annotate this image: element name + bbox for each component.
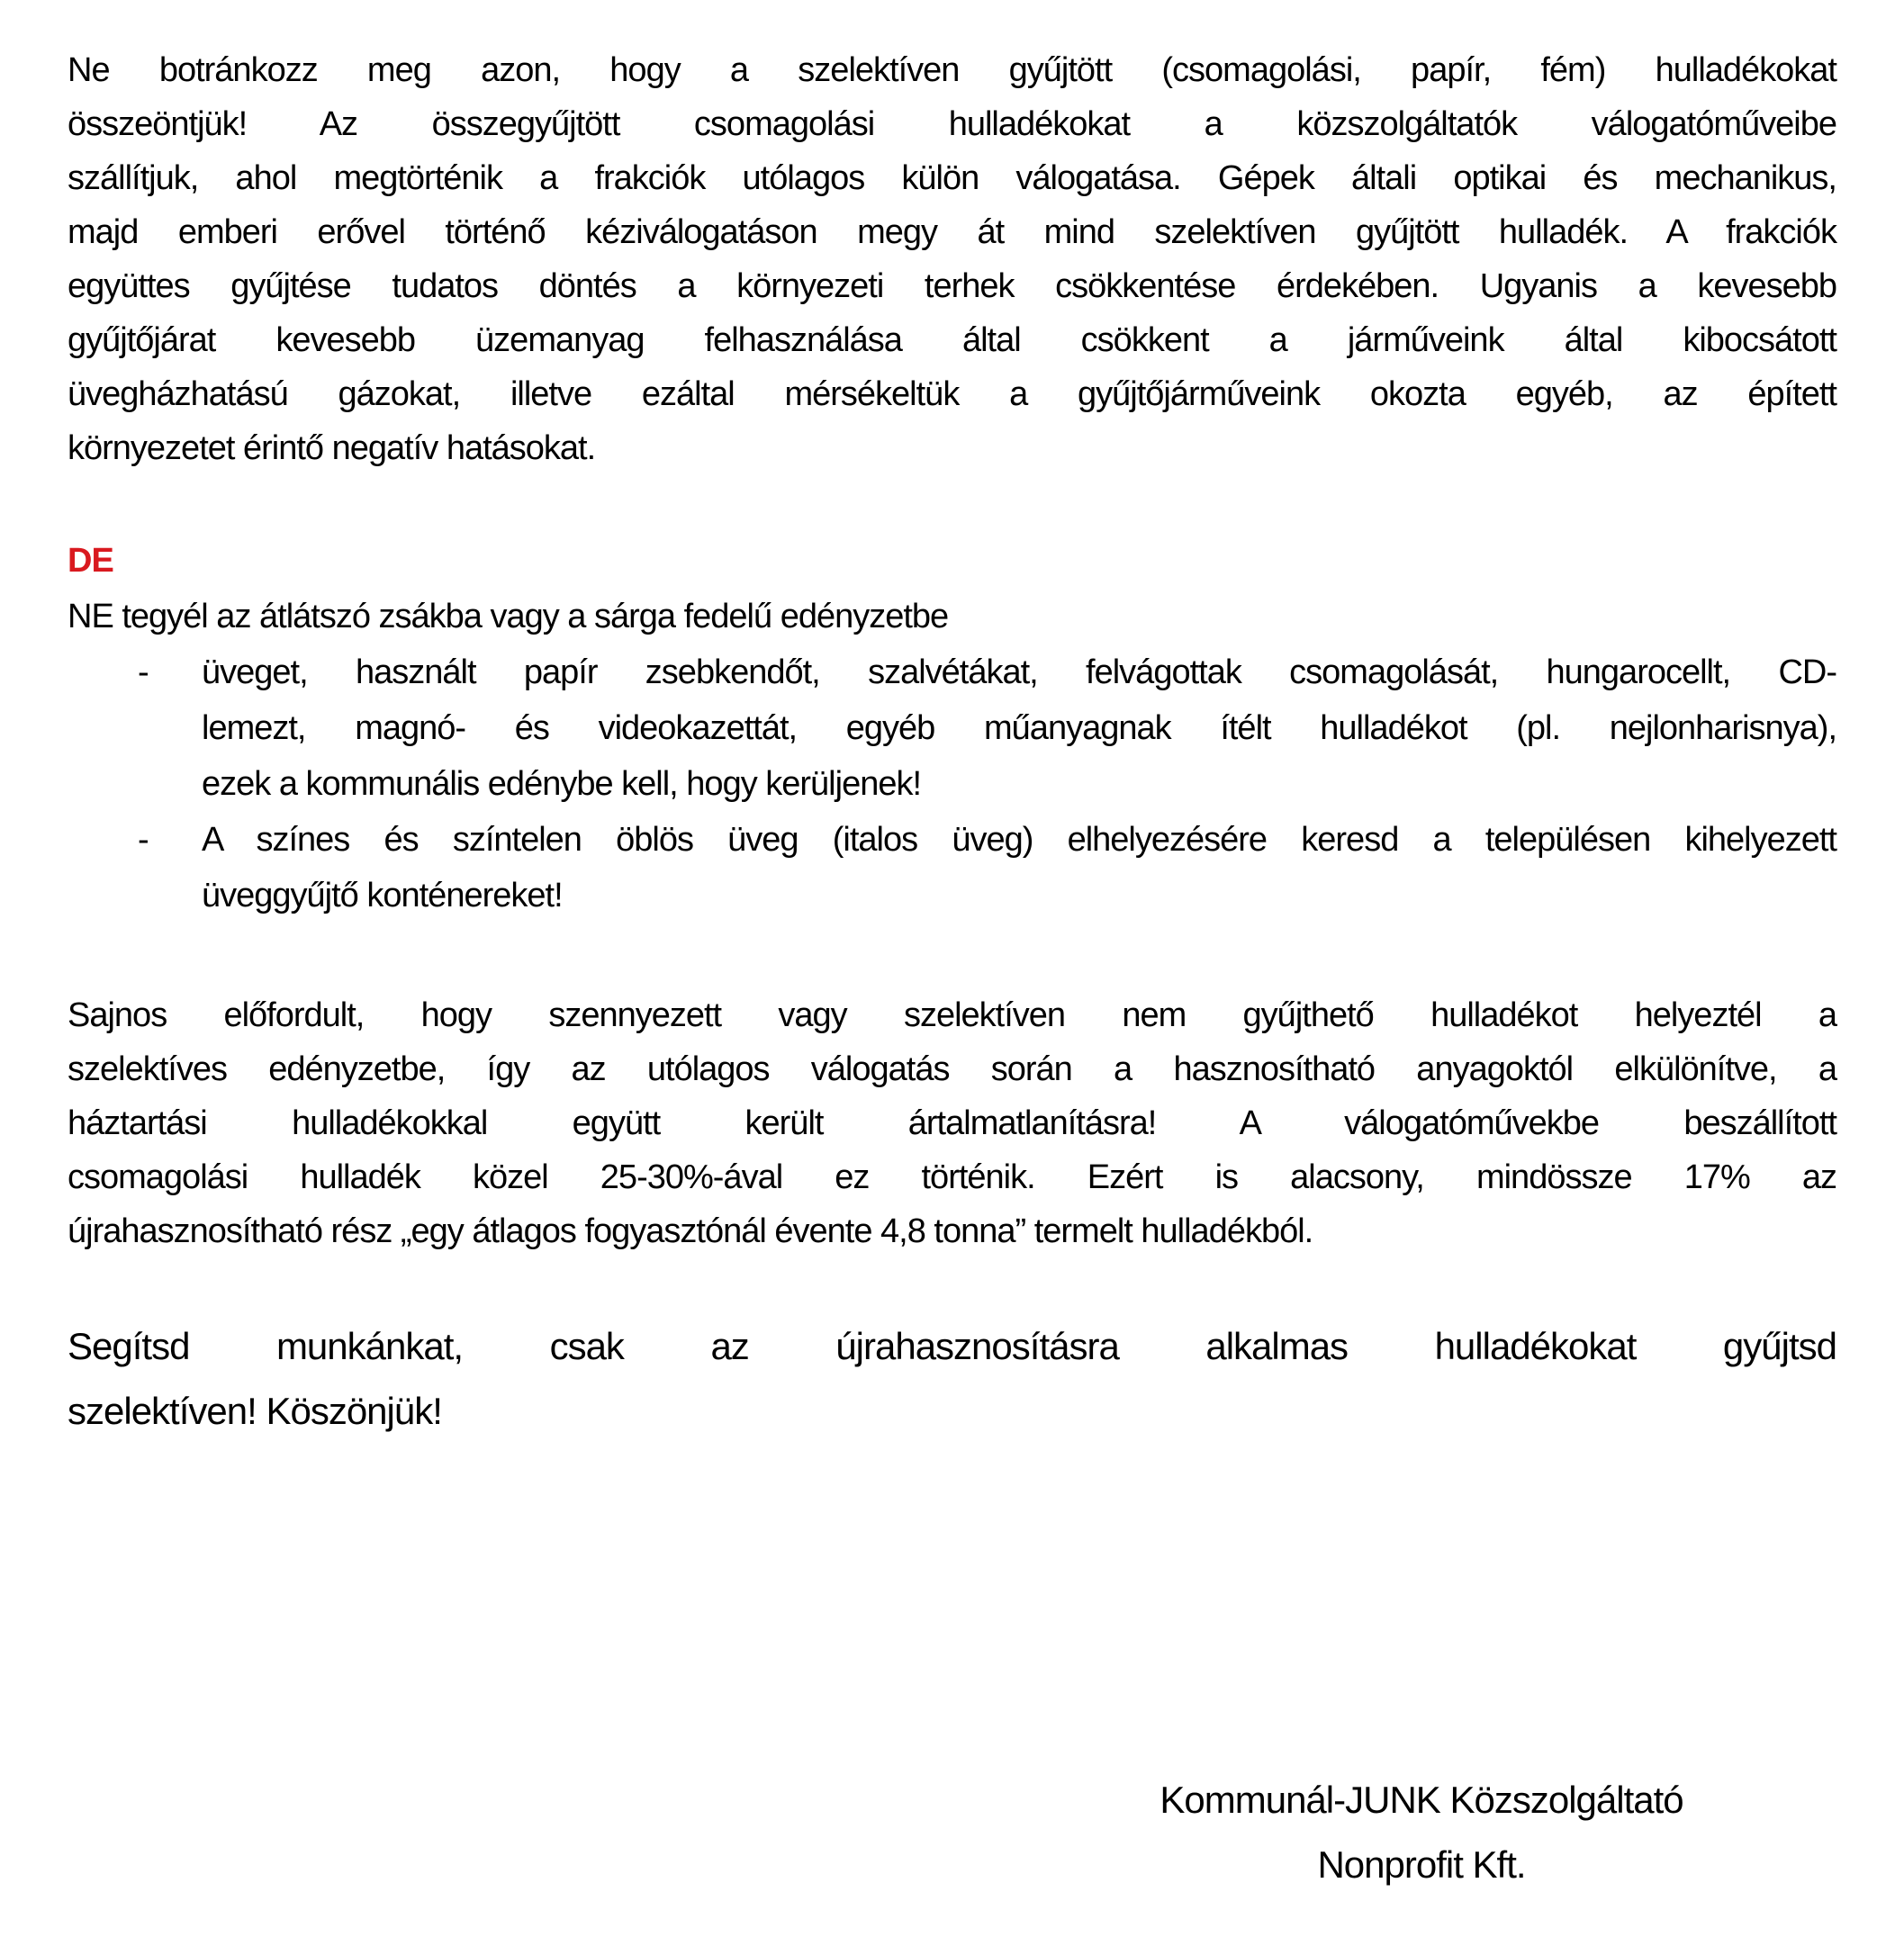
paragraph-sorting [68, 988, 1836, 1258]
text-line: újrahasznosítható rész „egy átlagos fogyasztónál évente 4,8 tonna” termelt hulladékból. [68, 1212, 1313, 1250]
list-item [68, 644, 1836, 812]
text-line: csomagolási hulladék közel 25-30%-ával ez történik. Ezért is alacsony, mindössze 17% az [68, 1158, 1836, 1196]
ne-intro: NE tegyél az átlátszó zsákba vagy a sárga fedelű edényzetbe [68, 598, 949, 635]
text-line: szállítjuk, ahol megtörténik a frakciók utólagos külön válogatása. Gépek általi optikai és mechanikus, [68, 159, 1836, 197]
text-line: Sajnos előfordult, hogy szennyezett vagy szelektíven nem gyűjthető hulladékot helyeztél a [68, 996, 1836, 1034]
signature-line: Nonprofit Kft. [1317, 1843, 1526, 1886]
de-heading: DE [68, 542, 113, 580]
text-line: szelektíves edényzetbe, így az utólagos válogatás során a hasznosítható anyagoktól elkülönítve, a [68, 1050, 1836, 1088]
text-line: gyűjtőjárat kevesebb üzemanyag felhasználása által csökkent a járműveink által kibocsátott [68, 321, 1836, 359]
text-line: háztartási hulladékokkal együtt került ártalmatlanításra! A válogatóművekbe beszállított [68, 1104, 1836, 1142]
signature-line: Kommunál-JUNK Közszolgáltató [1160, 1779, 1683, 1821]
text-line: Segítsd munkánkat, csak az újrahasznosításra alkalmas hulladékokat gyűjtsd [68, 1325, 1836, 1367]
bullet-marker: - [138, 821, 149, 859]
text-line: majd emberi erővel történő kéziválogatáson megy át mind szelektíven gyűjtött hulladék. A frakciók [68, 213, 1836, 251]
text-line: üveget, használt papír zsebkendőt, szalvétákat, felvágottak csomagolását, hungarocellt, CD- [202, 653, 1836, 691]
text-line: A színes és színtelen öblös üveg (italos üveg) elhelyezésére keresd a településen kihelyezett [202, 821, 1836, 859]
text-line: lemezt, magnó- és videokazettát, egyéb műanyagnak ítélt hulladékot (pl. nejlonharisnya), [202, 709, 1836, 747]
closing-paragraph [68, 1314, 1836, 1444]
bullet-marker: - [138, 653, 149, 691]
text-line: együttes gyűjtése tudatos döntés a környezeti terhek csökkentése érdekében. Ugyanis a kevesebb [68, 267, 1836, 305]
text-line: Ne botránkozz meg azon, hogy a szelektíven gyűjtött (csomagolási, papír, fém) hulladékokat [68, 51, 1836, 89]
paragraph-intro [68, 43, 1836, 475]
signature-block [1016, 1768, 1827, 1897]
text-line: környezetet érintő negatív hatásokat. [68, 429, 596, 467]
text-line: üveggyűjtő konténereket! [202, 877, 563, 914]
text-line: összeöntjük! Az összegyűjtött csomagolási hulladékokat a közszolgáltatók válogatóműveibe [68, 105, 1836, 143]
text-line: üvegházhatású gázokat, illetve ezáltal mérsékeltük a gyűjtőjárműveink okozta egyéb, az épített [68, 375, 1836, 413]
list-item [68, 812, 1836, 923]
document-body [68, 43, 1836, 1897]
text-line: ezek a kommunális edénybe kell, hogy kerüljenek! [202, 765, 922, 803]
text-line: szelektíven! Köszönjük! [68, 1390, 442, 1432]
